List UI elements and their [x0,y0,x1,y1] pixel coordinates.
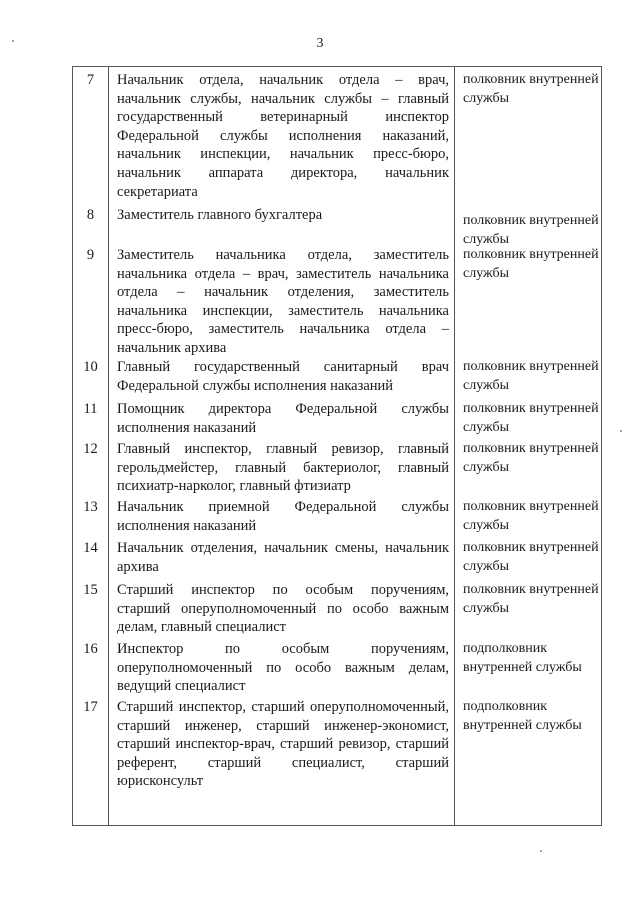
position-title: Помощник директора Федеральной службы исполнения наказаний [117,401,449,436]
scan-speck [540,850,542,852]
position-title: Заместитель главного бухгалтера [117,207,323,223]
row-number: 15 [83,582,98,598]
rank-title: подполковник внутренней службы [463,641,582,675]
scan-speck [12,40,14,42]
row-number: 10 [83,359,98,375]
column-divider-number [108,67,109,825]
page-number: 3 [316,36,324,51]
row-number: 14 [83,540,98,556]
row-number: 16 [83,641,98,657]
position-title: Инспектор по особым поручениям, оперуполномоченный по особо важным делам, ведущий специалист [117,641,449,695]
position-title: Главный государственный санитарный врач Федеральной службы исполнения наказаний [117,359,449,394]
rank-title: полковник внутренней службы [463,72,599,106]
row-number: 8 [86,207,95,223]
rank-title: полковник внутренней службы [463,540,599,574]
rank-title: полковник внутренней службы [463,213,599,247]
rank-title: полковник внутренней службы [463,582,599,616]
position-title: Заместитель начальника отдела, заместитель начальника отдела – врач, заместитель начальника отдела – начальник отделения, заместитель начальника инспекции, заместитель начальника пресс-бюро, заместитель начальника отдела – начальник архива [117,247,449,356]
position-title: Главный инспектор, главный ревизор, главный герольдмейстер, главный бактериолог, главный психиатр-нарколог, главный фтизиатр [117,441,449,495]
position-title: Начальник отделения, начальник смены, начальник архива [117,540,449,575]
row-number: 7 [86,72,95,88]
rank-title: полковник внутренней службы [463,441,599,475]
position-title: Старший инспектор, старший оперуполномоченный, старший инженер, старший инженер-экономист, старший инспектор-врач, старший ревизор, старший референт, старший специалист, старший юрисконсульт [117,699,449,790]
row-number: 11 [83,401,98,417]
row-number: 13 [83,499,98,515]
scan-speck [620,430,622,432]
row-number: 9 [86,247,95,263]
rank-title: подполковник внутренней службы [463,699,582,733]
column-divider-rank [454,67,455,825]
rank-title: полковник внутренней службы [463,401,599,435]
rank-title: полковник внутренней службы [463,359,599,393]
position-title: Начальник отдела, начальник отдела – врач, начальник службы, начальник службы – главный государственный ветеринарный инспектор Федеральной службы исполнения наказаний, начальник инспекции, начальник пресс-бюро, начальник аппарата директора, начальник секретариата [117,72,449,200]
row-number: 17 [83,699,98,715]
position-title: Начальник приемной Федеральной службы исполнения наказаний [117,499,449,534]
rank-title: полковник внутренней службы [463,247,599,281]
rank-title: полковник внутренней службы [463,499,599,533]
positions-table [72,66,602,826]
row-number: 12 [83,441,98,457]
position-title: Старший инспектор по особым поручениям, старший оперуполномоченный по особо важным делам, главный специалист [117,582,449,636]
